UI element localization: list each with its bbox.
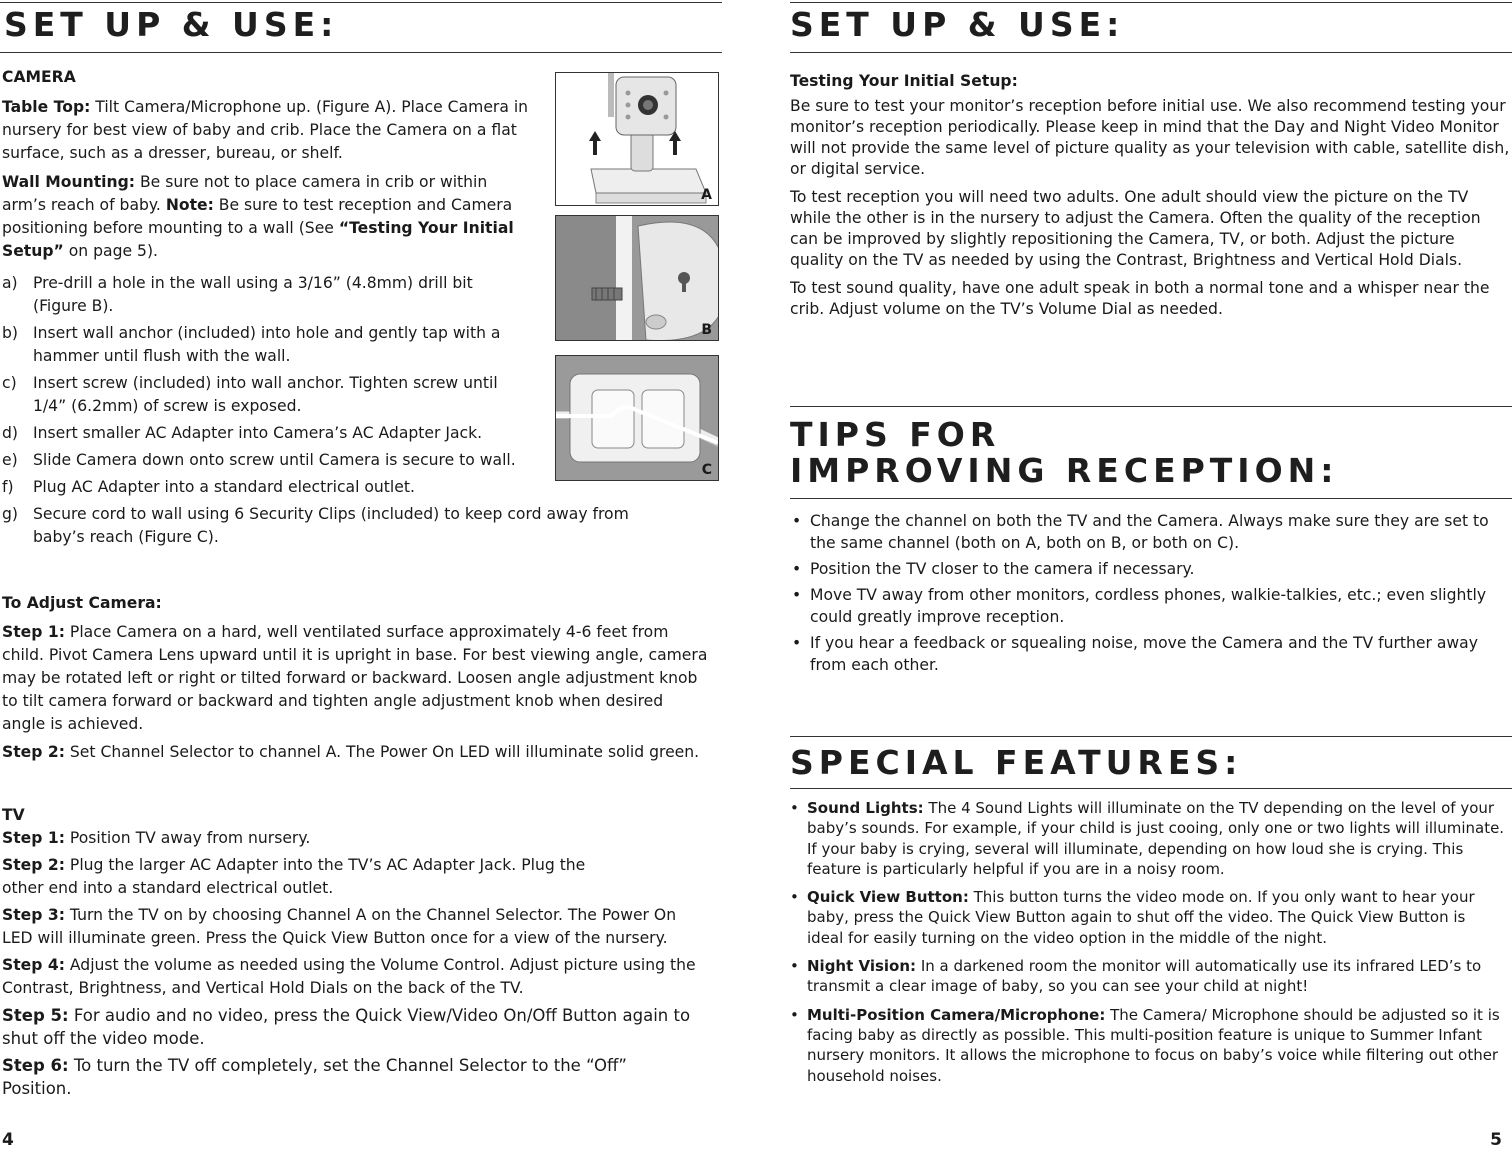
list-text: Plug AC Adapter into a standard electrical outlet.	[33, 478, 415, 496]
tip-item	[790, 558, 1490, 580]
list-item	[2, 322, 513, 368]
tips-title-line-1: TIPS FOR	[790, 415, 1001, 454]
step-text: Set Channel Selector to channel A. The Power On LED will illuminate solid green.	[64, 743, 700, 761]
step-text: Adjust the volume as needed using the Volume Control. Adjust picture using the Contrast, Brightness, and Vertical Hold Dials on the back of the TV.	[2, 956, 696, 997]
tip-text: Move TV away from other monitors, cordless phones, walkie-talkies, etc.; even slightly could greatly improve reception.	[810, 586, 1487, 626]
testing-paragraph: Be sure to test your monitor’s reception before initial use. We also recommend testing your monitor’s reception periodically. Please keep in mind that the Day and Night Video Monitor will not provide the same level of picture quality as your television with cable, satellite dish, or digital service.	[790, 97, 1510, 178]
tv-step-2	[2, 854, 622, 900]
list-marker: g)	[2, 505, 18, 523]
header-rule-top	[0, 2, 722, 3]
table-top-paragraph	[2, 96, 542, 165]
cord-clip-illustration	[556, 356, 718, 480]
step-text: Turn the TV on by choosing Channel A on the Channel Selector. The Power On LED will illuminate green. Press the Quick View Button once for a view of the nursery.	[2, 906, 677, 947]
left-page	[0, 0, 722, 1152]
list-text: Pre-drill a hole in the wall using a 3/16” (4.8mm) drill bit (Figure B).	[33, 274, 473, 315]
list-text: Insert screw (included) into wall anchor. Tighten screw until 1/4” (6.2mm) of screw is exposed.	[33, 374, 498, 415]
list-marker: b)	[2, 324, 18, 342]
list-text: Insert smaller AC Adapter into Camera’s AC Adapter Jack.	[33, 424, 483, 442]
figure-label: A	[701, 187, 712, 203]
wall-text: Be sure to test reception and Camera positioning before mounting to a wall (See	[2, 196, 513, 237]
bullet: •	[792, 586, 802, 604]
step-text: Position TV away from nursery.	[64, 829, 311, 847]
list-item	[2, 372, 523, 418]
bullet: •	[792, 560, 802, 578]
list-marker: e)	[2, 451, 18, 469]
note-label: Note:	[165, 196, 214, 214]
figure-b	[555, 215, 719, 341]
testing-section	[790, 70, 1510, 320]
feature-item	[790, 798, 1506, 879]
step-label: Step 3:	[2, 906, 65, 924]
table-top-label: Table Top:	[2, 98, 91, 116]
tips-rule-bottom	[790, 498, 1512, 499]
wall-text: on page 5).	[63, 242, 158, 260]
step-text: Place Camera on a hard, well ventilated surface approximately 4-6 feet from child. Pivot Camera Lens upward until it is upright in base. For best viewing angle, camera may be rotated left or right or tilted forward or backward. Loosen angle adjustment knob to tilt camera forward or backward and tighten angle adjustment knob when desired angle is achieved.	[2, 623, 708, 733]
right-page	[790, 0, 1512, 1152]
page-title: SET UP & USE:	[790, 5, 1125, 44]
feature-text: This button turns the video mode on. If you only want to hear your baby, press the Quick View Button again to shut off the video. The Quick View Button is ideal for easily turning on the video option in the middle of the night.	[807, 888, 1475, 947]
tv-step-1	[2, 827, 718, 850]
tv-step-4	[2, 954, 718, 1000]
tip-text: Position the TV closer to the camera if necessary.	[810, 560, 1195, 578]
features-list	[790, 798, 1506, 1086]
list-item	[2, 272, 513, 318]
tips-title-line-2: IMPROVING RECEPTION:	[790, 451, 1339, 490]
page-number: 5	[1490, 1130, 1502, 1150]
step-text: For audio and no video, press the Quick View/Video On/Off Button again to shut off the video mode.	[2, 1006, 691, 1048]
figure-a	[555, 72, 719, 206]
feature-label: Quick View Button:	[807, 888, 969, 907]
step-label: Step 6:	[2, 1056, 69, 1075]
header-rule-bottom	[790, 52, 1512, 53]
step-label: Step 5:	[2, 1006, 69, 1025]
tips-list	[790, 510, 1490, 676]
feature-label: Sound Lights:	[807, 799, 924, 817]
tv-section	[2, 804, 718, 1100]
tip-item	[790, 632, 1490, 676]
testing-reference: “Testing Your Initial Setup”	[2, 219, 514, 260]
feature-label: Night Vision:	[807, 957, 917, 976]
feature-item	[790, 1005, 1506, 1086]
tv-heading: TV	[2, 806, 25, 824]
bullet: •	[790, 799, 799, 817]
testing-paragraph: To test reception you will need two adults. One adult should view the picture on the TV while the other is in the nursery to adjust the Camera. Often the quality of the reception can be improved by slightly repositioning the Camera, TV, or both. Adjust the picture quality on the TV as needed by using the Contrast, Brightness and Vertical Hold Dials.	[790, 188, 1481, 269]
testing-paragraph: To test sound quality, have one adult speak in both a normal tone and a whisper near the crib. Adjust volume on the TV’s Volume Dial as needed.	[790, 279, 1490, 318]
wall-screw-illustration	[556, 216, 718, 340]
list-text: Secure cord to wall using 6 Security Clips (included) to keep cord away from baby’s reach (Figure C).	[33, 505, 629, 546]
wall-mounting-paragraph	[2, 171, 530, 263]
header-rule-bottom	[0, 52, 722, 53]
tv-step-3	[2, 904, 702, 950]
tv-step-5	[2, 1004, 718, 1050]
tip-item	[790, 510, 1490, 554]
step-label: Step 1:	[2, 623, 65, 641]
page-number: 4	[2, 1130, 14, 1150]
bullet: •	[790, 888, 799, 907]
adjust-step-2	[2, 741, 708, 764]
feature-item	[790, 887, 1506, 948]
wall-text: Be sure not to place camera in crib or within arm’s reach of baby.	[2, 173, 488, 214]
tv-step-6	[2, 1054, 682, 1100]
list-item	[2, 422, 593, 445]
tip-text: If you hear a feedback or squealing noise, move the Camera and the TV further away from each other.	[810, 634, 1478, 674]
feature-item	[790, 956, 1506, 997]
bullet: •	[792, 634, 802, 652]
camera-illustration	[556, 73, 718, 205]
step-label: Step 1:	[2, 829, 65, 847]
feature-text: The 4 Sound Lights will illuminate on the TV depending on the level of your baby’s sounds. For example, if your child is just cooing, only one or two lights will illuminate. If your baby is crying, several will illuminate, depending on how loud she is crying. This feature is particularly helpful if you are in a noisy room.	[807, 799, 1505, 878]
figure-label: C	[701, 462, 712, 478]
bullet: •	[790, 1005, 799, 1024]
list-item	[2, 503, 683, 549]
step-label: Step 4:	[2, 956, 65, 974]
tip-text: Change the channel on both the TV and the Camera. Always make sure they are set to the same channel (both on A, both on B, or both on C).	[810, 512, 1489, 552]
feature-text: The Camera/ Microphone should be adjusted so it is facing baby as directly as possible. This multi-position feature is unique to Summer Infant nursery monitors. It allows the microphone to focus on baby’s voice while filtering out other household noises.	[807, 1005, 1500, 1085]
table-top-text: Tilt Camera/Microphone up. (Figure A). Place Camera in nursery for best view of baby and crib. Place the Camera on a flat surface, such as a dresser, bureau, or shelf.	[2, 98, 529, 162]
camera-section	[2, 66, 542, 263]
adjust-camera-heading: To Adjust Camera:	[2, 594, 162, 612]
tips-rule-top	[790, 406, 1512, 407]
step-text: Plug the larger AC Adapter into the TV’s AC Adapter Jack. Plug the other end into a standard electrical outlet.	[2, 856, 586, 897]
list-item	[2, 449, 523, 472]
features-title: SPECIAL FEATURES:	[790, 743, 1243, 782]
figure-label: B	[701, 322, 712, 338]
features-rule-bottom	[790, 788, 1512, 789]
list-marker: c)	[2, 374, 17, 392]
list-text: Slide Camera down onto screw until Camera is secure to wall.	[33, 451, 516, 469]
testing-heading: Testing Your Initial Setup:	[790, 72, 1018, 90]
figure-c	[555, 355, 719, 481]
step-label: Step 2:	[2, 856, 65, 874]
feature-text: In a darkened room the monitor will automatically use its infrared LED’s to transmit a clear image of baby, so you can see your child at night!	[807, 957, 1482, 996]
header-rule-top	[790, 2, 1512, 3]
camera-heading: CAMERA	[2, 68, 76, 86]
step-label: Step 2:	[2, 743, 65, 761]
adjust-camera-section	[2, 592, 708, 764]
tip-item	[790, 584, 1490, 628]
list-text: Insert wall anchor (included) into hole and gently tap with a hammer until flush with the wall.	[33, 324, 501, 365]
bullet: •	[790, 957, 799, 976]
features-rule-top	[790, 736, 1512, 737]
adjust-step-1	[2, 621, 708, 736]
list-marker: a)	[2, 274, 18, 292]
list-marker: f)	[2, 478, 14, 496]
feature-label: Multi-Position Camera/Microphone:	[807, 1005, 1106, 1024]
page-title: SET UP & USE:	[4, 5, 339, 44]
bullet: •	[792, 512, 802, 530]
step-text: To turn the TV off completely, set the Channel Selector to the “Off” Position.	[2, 1056, 627, 1098]
wall-mounting-label: Wall Mounting:	[2, 173, 136, 191]
list-marker: d)	[2, 424, 18, 442]
